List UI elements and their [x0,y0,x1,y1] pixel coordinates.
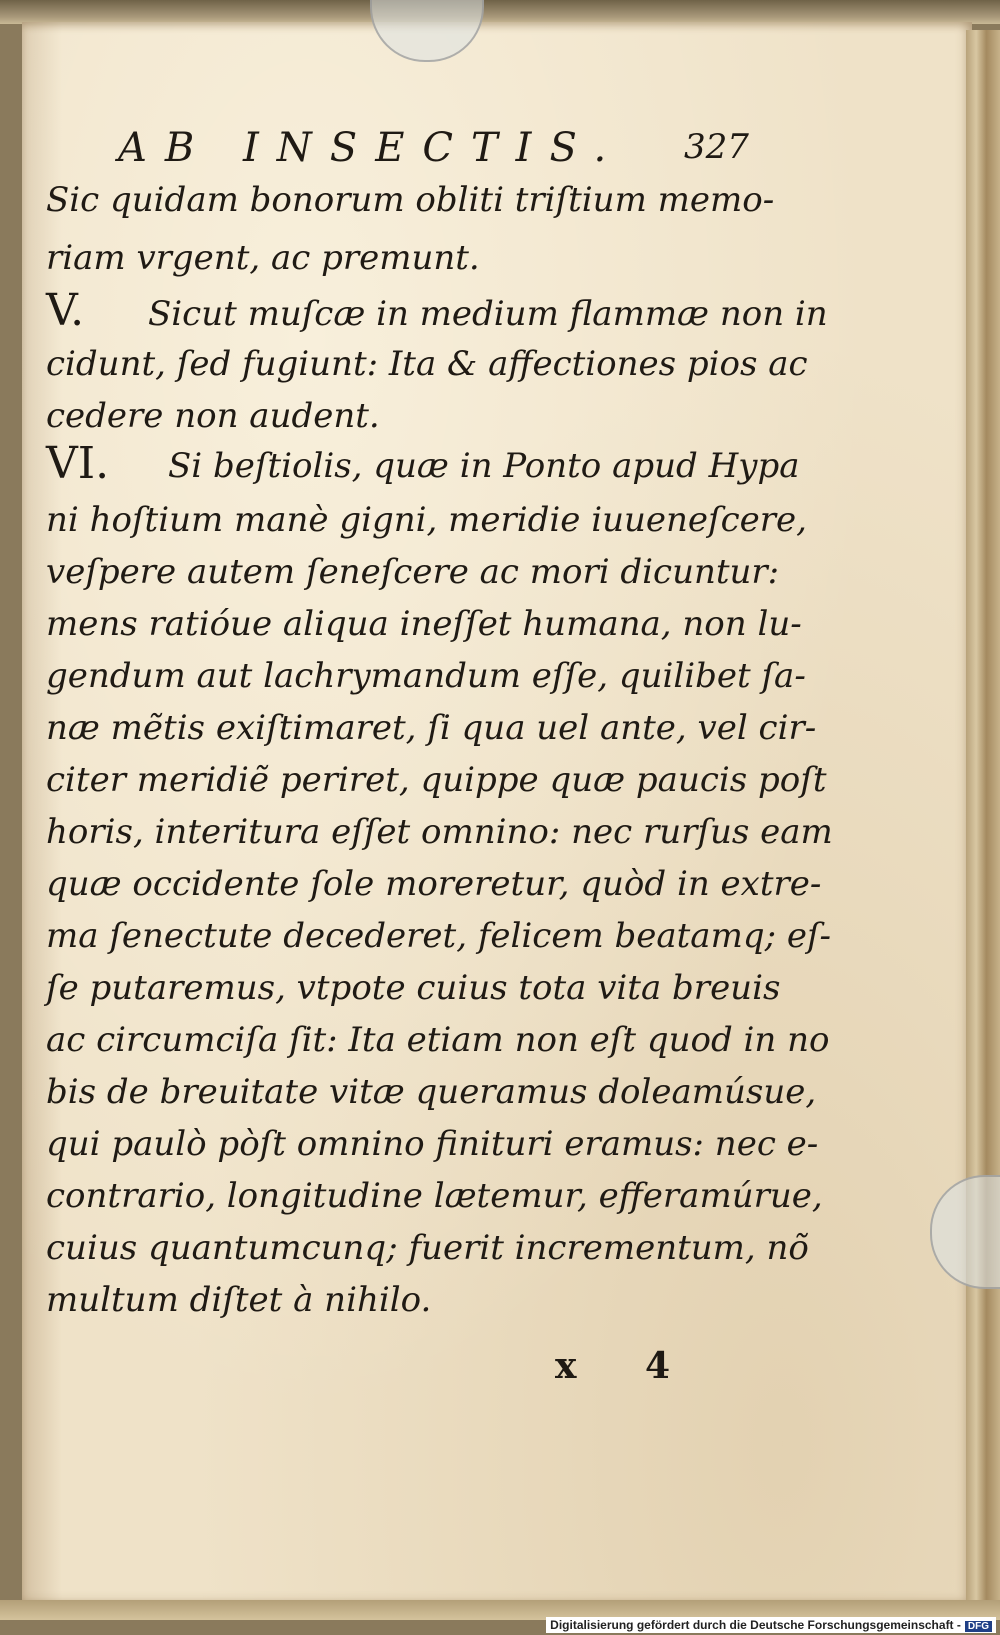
text-line: veſpere autem ſeneſcere ac mori dicuntur: [46,552,780,592]
text-line: mens ratióue aliqua ineſſet humana, non lu- [46,604,802,644]
section-numeral-vi: VI. [46,438,110,489]
text-line: bis de breuitate vitæ queramus doleamúsue, [46,1072,817,1112]
footer-text: Digitalisierung gefördert durch die Deutsche Forschungsgemeinschaft - [550,1618,961,1632]
signature-mark: x 4 [555,1345,699,1387]
text-line: ni hoſtium manè gigni, meridie iuueneſcere, [46,500,807,540]
text-line: ac circumciſa ſit: Ita etiam non eſt quod in no [46,1020,830,1060]
text-line: cuius quantumcunq; fuerit incrementum, nõ [46,1228,809,1268]
running-title: AB INSECTIS. [118,125,625,171]
text-line: quæ occidente ſole moreretur, quòd in extre- [46,864,822,904]
text-line: ſe putaremus, vtpote cuius tota vita breuis [46,968,781,1008]
book-fore-edge [966,30,1000,1605]
section-numeral-v: V. [46,285,85,336]
text-line: ma ſenectute decederet, felicem beatamq; eſ- [46,916,832,956]
text-line: cedere non audent. [46,396,380,436]
text-line: contrario, longitudine lætemur, efferamúrue, [46,1176,823,1216]
book-top-edge [0,0,1000,24]
text-line: riam vrgent, ac premunt. [46,238,480,278]
digitization-footer [546,1617,996,1633]
dfg-logo: DFG [965,1621,992,1632]
page-number: 327 [684,127,749,167]
text-line: qui paulò pòſt omnino finituri eramus: nec e- [46,1124,819,1164]
text-line: multum diſtet à nihilo. [46,1280,432,1320]
text-line: Sicut muſcæ in medium flammæ non in [148,294,828,334]
text-line: Si beſtiolis, quæ in Ponto apud Hypa [168,446,800,486]
text-line: citer meridiẽ periret, quippe quæ paucis poſt [46,760,827,800]
text-line: næ mẽtis exiſtimaret, ſi qua uel ante, vel cir- [46,708,817,748]
text-line: Sic quidam bonorum obliti triſtium memo- [46,180,775,220]
text-line: gendum aut lachrymandum eſſe, quilibet ſa- [46,656,806,696]
text-line: cidunt, ſed fugiunt: Ita & affectiones pios ac [46,344,808,384]
text-line: horis, interitura eſſet omnino: nec rurſus eam [46,812,833,852]
